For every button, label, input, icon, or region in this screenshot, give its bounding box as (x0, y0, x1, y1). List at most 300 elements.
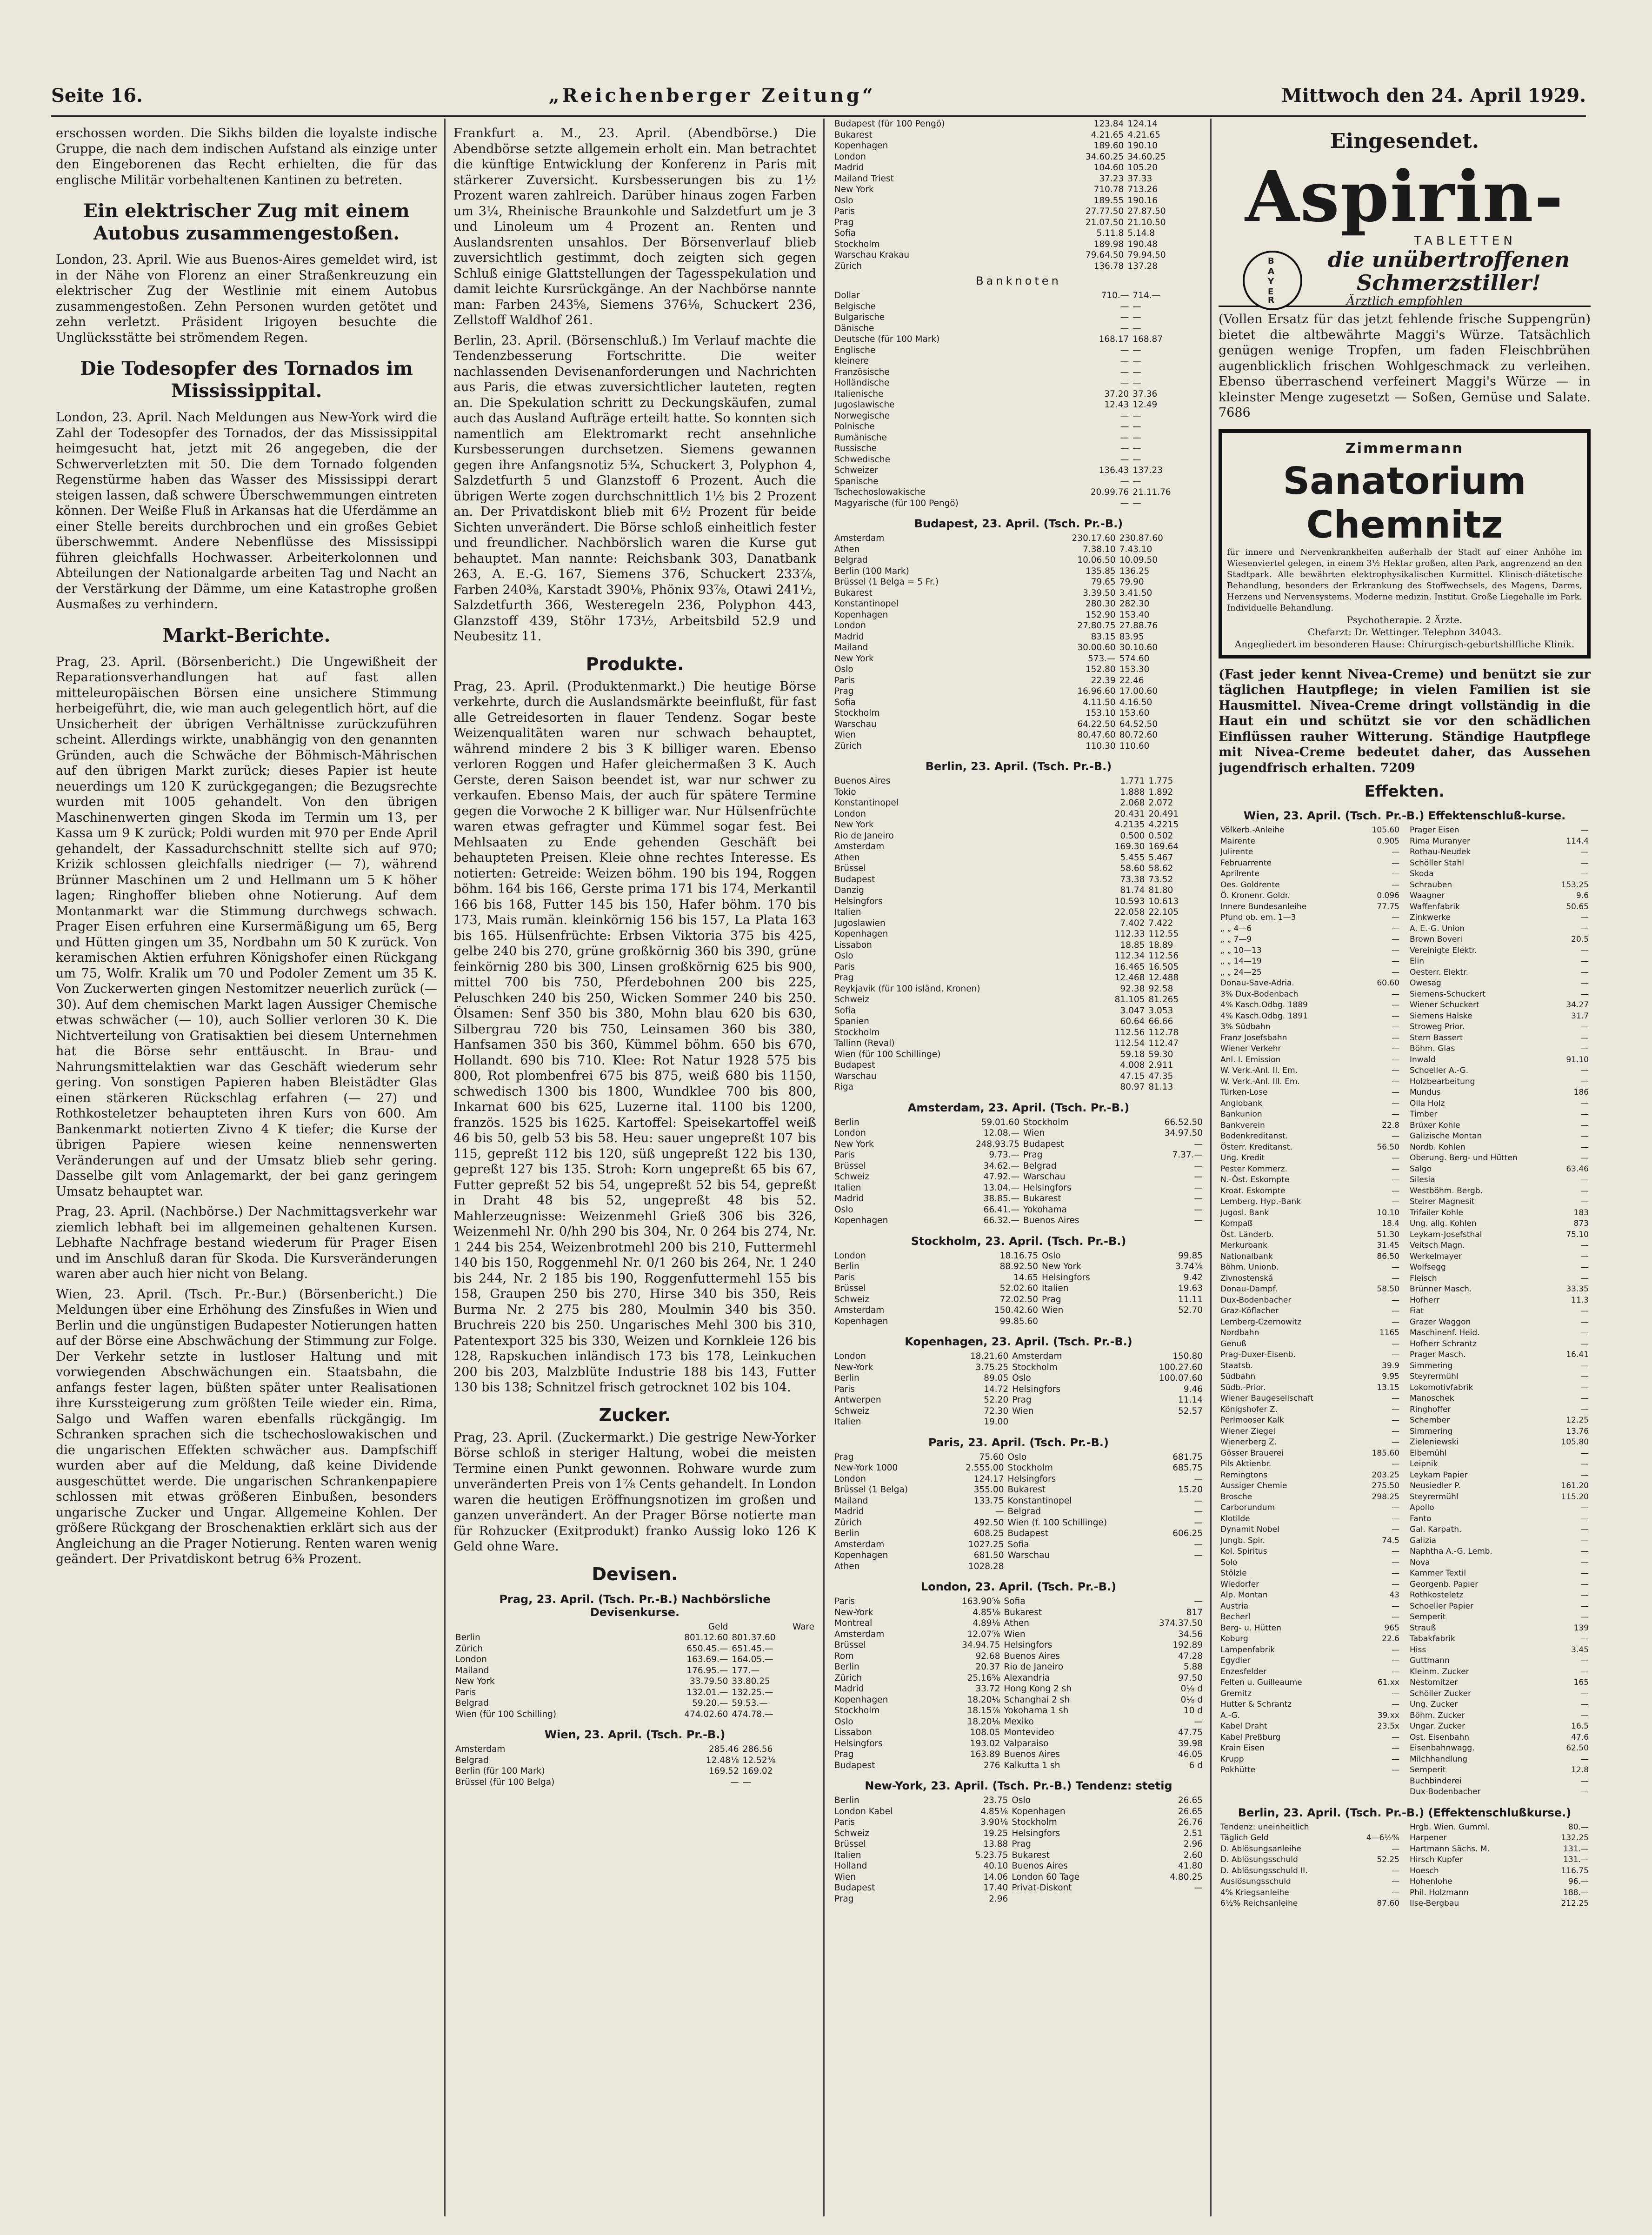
table-row (833, 1215, 1205, 1226)
aspirin-tagline: Ärztlich empfohlen (1346, 294, 1463, 308)
table-cell: London (834, 1128, 866, 1138)
table-cell: Tokio (834, 787, 856, 797)
table-cell: 34.56 (1178, 1629, 1203, 1639)
table-row (1219, 1568, 1401, 1579)
table-cell: 189.98 (1093, 239, 1124, 249)
table-cell: 3.45 (1571, 1645, 1589, 1655)
rate-table (833, 776, 1205, 1093)
table-cell: Brown Boveri (1410, 935, 1463, 944)
table-cell: Waagner (1410, 891, 1445, 900)
table-cell: — (1581, 1383, 1589, 1392)
table-cell: Oesterr. Elektr. (1410, 967, 1469, 977)
table-cell: — (1581, 1306, 1589, 1316)
table-cell: Wien (1012, 1406, 1034, 1416)
table-cell: Pokhütte (1220, 1765, 1256, 1775)
table-cell: Perlmooser Kalk (1220, 1416, 1284, 1425)
table-row (1219, 847, 1401, 858)
table-cell: Brüssel (834, 1161, 866, 1171)
table-cell: — (1392, 1317, 1399, 1327)
table-row (1408, 956, 1591, 967)
table-cell: — (1392, 1569, 1399, 1578)
table-row (833, 290, 1205, 301)
table-cell: — (1581, 1273, 1589, 1283)
table-cell: 185.60 (1372, 1448, 1399, 1458)
rate-table (833, 1117, 1205, 1226)
table-cell: 19.25 (983, 1828, 1008, 1838)
table-cell: Brüssel (834, 1839, 866, 1849)
table-cell: Paris (834, 1384, 855, 1394)
table-cell: Ö. Kronenr. Goldr. (1220, 891, 1290, 900)
table-cell: Brüssel (834, 864, 866, 873)
table-cell: Jugosl. Bank (1220, 1208, 1269, 1217)
table-cell: Graz-Köflacher (1220, 1306, 1279, 1316)
table-cell: Schoeller Papier (1410, 1601, 1473, 1611)
table-cell: — (1581, 924, 1589, 933)
table-row (1219, 934, 1401, 945)
table-cell: Ung. allg. Kohlen (1410, 1219, 1477, 1228)
table-cell: 123.84 (1093, 119, 1124, 129)
table-cell: — (1392, 1175, 1399, 1184)
table-row (833, 1171, 1205, 1183)
table-cell: Mexiko (1004, 1716, 1034, 1727)
table-cell: 72.30 (984, 1406, 1009, 1416)
table-cell: Rothkosteletz (1410, 1590, 1464, 1600)
table-row (1219, 825, 1401, 836)
table-cell: Belgrad (455, 1755, 489, 1765)
page-number: Seite 16. (51, 84, 143, 106)
table-cell: London Kabel (834, 1806, 893, 1816)
table-cell: Georgenb. Papier (1410, 1579, 1479, 1589)
table-cell: 2.072 (1148, 798, 1173, 808)
table-row (833, 1117, 1205, 1128)
table-cell: — (1581, 1066, 1589, 1075)
table-cell: 21.11.76 (1132, 487, 1171, 497)
table-cell: — (1392, 1765, 1399, 1775)
table-row (833, 1474, 1205, 1485)
section-heading: Effekten. (1364, 782, 1445, 801)
table-cell: 133.75 (973, 1496, 1004, 1506)
table-cell: 3.90⅛ (980, 1817, 1008, 1827)
table-row (1219, 1120, 1401, 1131)
table-cell: Oslo (834, 1716, 853, 1727)
table-cell: 161.20 (1561, 1481, 1589, 1490)
table-row (1408, 1876, 1591, 1888)
table-row (1219, 1844, 1401, 1855)
table-cell: Klotilde (1220, 1514, 1250, 1523)
table-cell: Pfund ob. em. 1—3 (1220, 913, 1296, 922)
table-cell: — (1392, 869, 1399, 878)
table-cell: Polnische (834, 422, 875, 432)
table-cell: Budapest (1007, 1529, 1048, 1538)
table-cell: 50.65 (1566, 902, 1589, 911)
table-cell: Rio de Janeiro (834, 831, 894, 841)
table-cell: 39.xx (1377, 1710, 1399, 1720)
table-cell: — (1392, 880, 1399, 890)
table-cell: — (1392, 913, 1399, 922)
table-cell: 52.25 (1377, 1855, 1399, 1864)
table-cell: Bukarest (834, 130, 873, 140)
table-row (1219, 1186, 1401, 1197)
table-cell: Schweiz (834, 1172, 870, 1182)
table-row (1408, 1470, 1591, 1481)
table-cell: 7.43.10 (1119, 544, 1152, 554)
table-cell: Stölzle (1220, 1569, 1247, 1578)
table-cell: Lissabon (834, 1728, 872, 1737)
table-cell: — (1392, 1131, 1399, 1141)
table-row (833, 399, 1205, 411)
table-cell: Amsterdam (834, 1629, 885, 1639)
table-row (833, 1049, 1205, 1060)
table-cell: 18.21.60 (970, 1351, 1009, 1361)
table-row (833, 1894, 1205, 1905)
table-cell: — (1132, 411, 1141, 421)
table-cell: 573.— (1088, 653, 1116, 664)
table-cell: Kopenhagen (834, 1695, 888, 1705)
table-row (1408, 1732, 1591, 1743)
table-cell: 132.25.— (732, 1687, 773, 1697)
sanatorium-description: für innere und Nervenkrankheiten außerhalb der Stadt auf einer Anhöhe im Wiesenviertel gelegen, in einem 3½ Hektar großen, alten Park, angrenzend an den Stadtpark. Alle bewährten elektrophysikalischen Kurmittel. Klinisch-diätetische Behandlung, besonders der Erkrankung des Stoffwechsels, des Magens, Darms, Herzens und Nervensystems. Moderne medizin. Institut. Große Liegehalle im Park. Individuelle Behandlung. (1227, 547, 1582, 613)
table-row (833, 217, 1205, 228)
table-cell: 176.95.— (686, 1665, 728, 1676)
table-cell: 4—6½% (1366, 1833, 1399, 1843)
table-cell: 63.46 (1566, 1164, 1589, 1174)
table-row (1408, 1426, 1591, 1437)
table-cell: 1.888 (1120, 787, 1145, 797)
table-cell: — (1194, 1216, 1203, 1225)
table-row (1408, 1437, 1591, 1448)
table-cell: 33.72 (975, 1684, 1000, 1694)
table-cell: 16.41 (1566, 1350, 1589, 1359)
table-row (1408, 1175, 1591, 1186)
table-cell: 75.10 (1566, 1230, 1589, 1239)
table-cell: Ung. Kredit (1220, 1153, 1265, 1163)
table-cell: 21.07.50 (1085, 217, 1124, 227)
table-cell: Holzbearbeitung (1410, 1077, 1475, 1086)
table-row (833, 334, 1205, 345)
table-row (1408, 989, 1591, 1000)
table-cell: — (1132, 356, 1141, 366)
table-cell: 285.46 (708, 1744, 739, 1754)
table-cell: — (1581, 1787, 1589, 1796)
table-cell: — (1194, 1883, 1203, 1893)
table-cell: Stockholm (834, 1706, 880, 1716)
table-cell: 112.47 (1148, 1038, 1179, 1048)
table-row (833, 719, 1205, 730)
table-cell: Oslo (1042, 1251, 1061, 1261)
table-cell (1006, 1561, 1155, 1572)
table-row (833, 119, 1205, 130)
table-cell: Wolfsegg (1410, 1263, 1446, 1272)
table-row (1219, 1339, 1401, 1350)
table-cell: Italien (834, 907, 861, 917)
table-cell: Amsterdam (834, 1539, 885, 1550)
table-row (833, 1294, 1205, 1305)
table-cell: — (1581, 1579, 1589, 1589)
table-cell: 6 d (1189, 1760, 1203, 1770)
table-cell: Gösser Brauerei (1220, 1448, 1284, 1458)
table-cell (1139, 1894, 1205, 1905)
table-cell: 18.15⅞ (967, 1706, 1000, 1716)
table-row (453, 1744, 816, 1755)
table-cell: 203.25 (1372, 1470, 1399, 1480)
table-cell: — (1581, 1339, 1589, 1349)
table-cell: 168.17 (1099, 334, 1129, 344)
table-row (1408, 1044, 1591, 1055)
table-cell: Stroweg Prior. (1410, 1022, 1465, 1031)
table-cell: 22.8 (1382, 1120, 1399, 1130)
table-cell: Zürich (834, 261, 862, 271)
table-cell: — (1194, 1716, 1203, 1727)
table-cell: 10.10 (1377, 1208, 1399, 1217)
table-row (833, 852, 1205, 864)
table-row (833, 195, 1205, 206)
table-row (833, 454, 1205, 466)
table-cell: 817 (1186, 1607, 1203, 1617)
table-cell: 1.892 (1148, 787, 1173, 797)
table-cell: Semperit (1410, 1612, 1446, 1622)
table-row (833, 312, 1205, 323)
table-row (833, 1695, 1205, 1706)
table-cell: 18.85 (1120, 940, 1145, 950)
table-row (833, 1596, 1205, 1607)
table-cell: — (1581, 945, 1589, 955)
table-row (1408, 1601, 1591, 1612)
table-cell: 177.— (732, 1665, 760, 1676)
table-cell: — (1392, 847, 1399, 857)
table-cell: Danzig (834, 885, 864, 895)
table-row (1219, 1164, 1401, 1175)
table-cell: Lemberg-Czernowitz (1220, 1317, 1302, 1327)
table-cell: 4.21.65 (1127, 130, 1160, 140)
table-row (1219, 1295, 1401, 1306)
table-cell: Wiener Ziegel (1220, 1426, 1276, 1436)
table-cell: Silesia (1410, 1175, 1435, 1184)
table-cell: 16.505 (1148, 962, 1179, 972)
table-cell: 39.98 (1178, 1738, 1203, 1749)
table-row (1408, 1371, 1591, 1383)
table-caption: Wien, 23. April. (Tsch. Pr.-B.) (544, 1728, 726, 1741)
table-cell: Budapest (834, 1060, 875, 1070)
table-cell: 16.96.60 (1077, 686, 1116, 696)
table-caption: New-York, 23. April. (Tsch. Pr.-B.) Tendenz: stetig (865, 1779, 1172, 1792)
table-cell: Galizische Montan (1410, 1131, 1482, 1141)
table-cell: 105.60 (1372, 825, 1399, 835)
table-cell: Prag (834, 686, 854, 696)
table-cell: — (1392, 1743, 1399, 1753)
table-row (833, 1484, 1205, 1496)
table-cell: — (1581, 1470, 1589, 1480)
table-caption: Wien, 23. April. (Tsch. Pr.-B.) Effektenschluß-kurse. (1243, 809, 1566, 822)
table-cell: — (1581, 1590, 1589, 1600)
table-cell: Oslo (834, 951, 853, 961)
table-row (1408, 1855, 1591, 1866)
table-cell: Prag (1012, 1395, 1032, 1405)
table-cell: Italien (1042, 1284, 1069, 1293)
table-cell: Stockholm (1012, 1817, 1057, 1827)
table-cell: Mailand (834, 643, 868, 652)
table-row (1219, 1175, 1401, 1186)
section-heading: Produkte. (586, 653, 684, 674)
table-row (1408, 1656, 1591, 1667)
table-row (833, 1395, 1205, 1406)
table-cell: — (1392, 1656, 1399, 1665)
table-cell: 608.25 (973, 1529, 1004, 1538)
table-cell: 37.33 (1127, 173, 1152, 184)
table-row (1219, 1055, 1401, 1066)
table-row (833, 1683, 1205, 1695)
table-row (1408, 1306, 1591, 1317)
table-cell: 2.51 (1183, 1828, 1203, 1838)
table-row (833, 1640, 1205, 1651)
table-cell: Amsterdam (834, 1305, 885, 1315)
table-cell: — (1194, 1194, 1203, 1204)
table-row (833, 1528, 1205, 1539)
table-cell: 47.75 (1178, 1728, 1203, 1737)
table-cell: Prag (834, 217, 854, 227)
table-cell: — (1581, 1372, 1589, 1381)
table-cell: — (1392, 1044, 1399, 1053)
market-report: Prag, 23. April. (Nachbörse.) Der Nachmittagsverkehr war ziemlich lebhaft bei im allgemeinen gehaltenen Kursen. Lebhafte Nachfrage bestand wiederum für Prager Eisen und im Anschluß daran für Skoda. Die Kursveränderungen waren aber auch hier nicht von Belang. (56, 1204, 437, 1281)
table-cell: — (1392, 1098, 1399, 1108)
table-cell: 9.42 (1183, 1272, 1203, 1283)
table-cell: 12.468 (1114, 973, 1145, 983)
table-cell: — (1120, 411, 1129, 421)
table-cell: 2.96 (989, 1894, 1008, 1904)
table-cell: Montreal (834, 1618, 873, 1628)
table-row (833, 787, 1205, 798)
table-cell: — (1581, 989, 1589, 999)
table-row (1219, 1481, 1401, 1492)
table-row (833, 487, 1205, 498)
table-cell: 10.06.50 (1077, 555, 1116, 565)
table-row (1219, 1888, 1401, 1899)
table-cell: Zieleniewski (1410, 1437, 1459, 1447)
table-caption: Budapest, 23. April. (Tsch. Pr.-B.) (914, 517, 1123, 530)
table-row (1219, 1240, 1401, 1251)
table-row (1408, 1568, 1591, 1579)
table-cell: 26.76 (1178, 1817, 1203, 1827)
table-cell: — (1581, 1033, 1589, 1043)
table-cell: Buenos Aires (834, 776, 891, 786)
table-cell: 153.10 (1085, 708, 1116, 718)
table-row (1408, 1383, 1591, 1394)
table-cell: Wiener Schuckert (1410, 1000, 1479, 1010)
table-row (833, 1038, 1205, 1049)
table-cell: Österr. Kreditanst. (1220, 1142, 1292, 1152)
table-cell: Buenos Aires (1004, 1749, 1060, 1759)
table-cell: 132.01.— (686, 1687, 728, 1697)
table-cell: Milchhandlung (1410, 1754, 1468, 1764)
table-row (833, 1452, 1205, 1463)
table-cell (1010, 1417, 1113, 1428)
table-cell: Ungar. Zucker (1410, 1722, 1465, 1731)
table-cell: London 60 Tage (1012, 1872, 1080, 1882)
table-cell: — (1392, 1754, 1399, 1764)
table-cell: Stockholm (1023, 1117, 1069, 1127)
table-cell: — (1392, 1612, 1399, 1622)
nivea-advertisement: (Fast jeder kennt Nivea-Creme) und benützt sie zur täglichen Hautpflege; in vielen Familien ist sie Hausmittel. Nivea-Creme dringt vollständig in die Haut ein und schützt sie vor den schädlichen Einflüssen rauher Witterung. Ständige Hautpflege mit Nivea-Creme bedeutet daher, das Aussehen jugendfrisch erhalten. 7209 (1219, 667, 1591, 775)
table-cell: 18.89 (1148, 940, 1173, 950)
table-cell: 51.30 (1377, 1230, 1399, 1239)
table-cell: 5.88 (1183, 1662, 1203, 1672)
table-cell: 52.57 (1178, 1406, 1203, 1416)
table-row (1219, 1033, 1401, 1044)
aspirin-slogan: die unübertroffenen (1327, 247, 1570, 272)
table-row (1219, 1645, 1401, 1656)
table-row (1219, 1011, 1401, 1022)
sanatorium-name: Sanatorium Chemnitz (1283, 459, 1526, 546)
table-cell: 1.771 (1120, 776, 1145, 786)
table-cell: Tabakfabrik (1410, 1634, 1455, 1643)
table-cell: Paris (834, 1150, 855, 1160)
table-cell: — (1392, 1022, 1399, 1031)
table-row (833, 1060, 1205, 1071)
table-cell: Sofia (1007, 1539, 1029, 1550)
table-cell: Dynamit Nobel (1220, 1525, 1279, 1534)
table-cell: 153.30 (1119, 665, 1150, 674)
table-cell: Berlin (834, 1262, 859, 1271)
table-row (1219, 1743, 1401, 1754)
table-cell: — (1120, 301, 1129, 312)
table-cell: 52.70 (1178, 1305, 1203, 1315)
table-cell: — (1392, 1525, 1399, 1534)
table-cell: Kabel Preßburg (1220, 1732, 1281, 1742)
table-cell: Carborundum (1220, 1503, 1275, 1512)
rate-table (833, 533, 1205, 752)
table-cell: — (1392, 945, 1399, 955)
table-cell: 3.39.50 (1083, 588, 1116, 598)
table-cell: Gal. Karpath. (1410, 1525, 1462, 1534)
table-cell: 104.60 (1093, 163, 1124, 173)
table-cell: Amsterdam (834, 842, 885, 851)
article-body: London, 23. April. Nach Meldungen aus New-York wird die Zahl der Todesopfer des Tornados, der das Mississippital heimgesucht hat, jetzt mit 26 angegeben, die der Schwerverletzten mit 50. Die dem Tornado folgenden Regenstürme haben das Wasser des Mississippi derart steigen lassen, daß schwere Überschwemmungen eintreten können. Der Weiße Fluß in Arkansas hat die Uferdämme an einer Stelle bereits durchbrochen und ein großes Gebiet überschwemmt. Andere Nebenflüsse des Mississippi führen gleichfalls Hochwasser. Arbeiterkolonnen und Abteilungen der Nationalgarde arbeiten Tag und Nacht an der Verstärkung der Dämme, um eine Katastrophe großen Ausmaßes zu verhindern. (56, 410, 437, 612)
table-cell: Hong Kong 2 sh (1004, 1684, 1072, 1694)
table-cell: Grazer Waggon (1410, 1317, 1471, 1327)
table-cell: — (1392, 1110, 1399, 1119)
column-2 (453, 126, 816, 2216)
table-row (1408, 1197, 1591, 1208)
table-cell: 81.13 (1148, 1082, 1173, 1092)
table-cell: Brünner Masch. (1410, 1284, 1472, 1294)
column-divider (1210, 119, 1212, 2216)
table-cell: Elin (1410, 957, 1424, 966)
table-cell: Nordb. Kohlen (1410, 1142, 1465, 1152)
table-cell: Buenos Aires (1023, 1216, 1079, 1225)
table-cell: Prag (834, 1749, 854, 1759)
table-cell: — (1392, 1306, 1399, 1316)
table-cell: New York (834, 653, 874, 664)
table-cell: 1.775 (1148, 776, 1173, 786)
aspirin-advertisement (1219, 158, 1591, 307)
table-row (1408, 880, 1591, 891)
table-cell: Kopenhagen (834, 1316, 888, 1326)
table-cell: Julirente (1220, 847, 1253, 857)
table-row (1219, 1524, 1401, 1536)
table-cell: Madrid (834, 1684, 864, 1694)
table-row (1219, 1098, 1401, 1110)
table-cell: Stockholm (834, 239, 880, 249)
table-cell: — (1581, 1394, 1589, 1403)
table-row (1219, 1065, 1401, 1077)
table-cell: 100.27.60 (1159, 1362, 1203, 1372)
table-cell: — (1581, 1328, 1589, 1337)
table-cell: Bukarest (1023, 1194, 1061, 1204)
table-cell: 163.69.— (686, 1655, 728, 1664)
table-cell: — (1194, 1183, 1203, 1193)
table-row (1408, 1317, 1591, 1328)
table-row (1408, 1710, 1591, 1722)
table-cell: 2.96 (1183, 1839, 1203, 1849)
